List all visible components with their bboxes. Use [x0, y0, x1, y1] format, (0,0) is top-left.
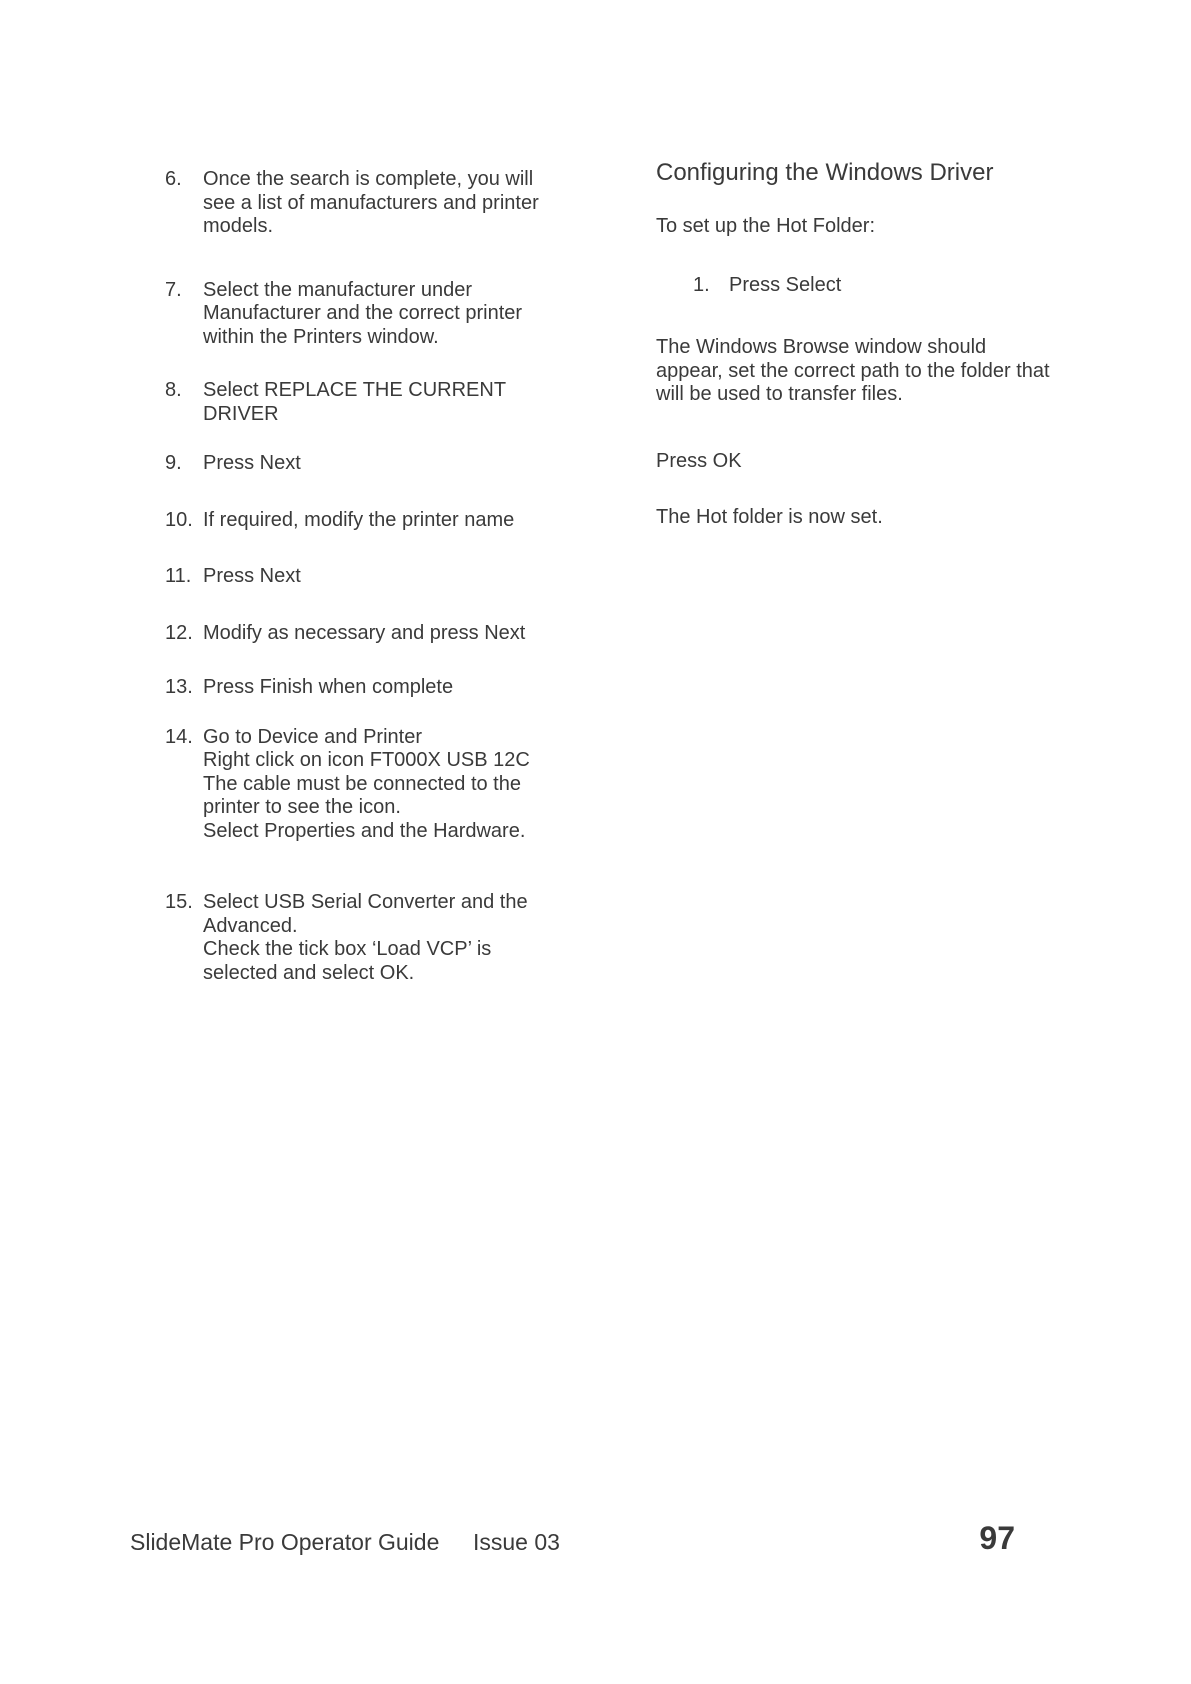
paragraph-line: will be used to transfer files. [656, 383, 903, 405]
step-14 [165, 726, 565, 844]
step-text-line: If required, modify the printer name [203, 508, 515, 531]
paragraph-line: appear, set the correct path to the folder that [656, 359, 1050, 382]
step-text-line: Go to Device and Printer [203, 725, 422, 748]
step-number: 13. [165, 676, 193, 698]
step-text-line: Right click on icon FT000X USB 12C [203, 749, 530, 771]
step-9 [165, 452, 565, 476]
step-text-line: Select REPLACE THE CURRENT [203, 379, 507, 401]
step-6 [165, 168, 565, 239]
step-8 [165, 379, 565, 426]
step-text-line: selected and select OK. [203, 961, 415, 984]
step-text-line: models. [203, 215, 274, 237]
step-text-line: Once the search is complete, you will [203, 168, 534, 190]
step-number: 6. [165, 168, 182, 190]
footer-title: SlideMate Pro Operator Guide [130, 1529, 440, 1555]
step-number: 14. [165, 725, 193, 748]
step-text-line: Manufacturer and the correct printer [203, 302, 523, 324]
right-column [656, 158, 1096, 530]
footer-issue: Issue 03 [473, 1529, 560, 1555]
step-text-line: Check the tick box ‘Load VCP’ is [203, 938, 492, 960]
step-10 [165, 509, 565, 533]
step-15 [165, 891, 565, 985]
press-ok-text: Press OK [656, 449, 742, 472]
step-text-line: Select the manufacturer under [203, 278, 473, 301]
left-column [165, 168, 565, 985]
step-text-line: Press Next [203, 565, 301, 587]
step-number: 8. [165, 379, 182, 401]
step-text-line: Modify as necessary and press Next [203, 621, 526, 644]
step-text-line: see a list of manufacturers and printer [203, 191, 539, 214]
step-number: 1. [693, 273, 710, 296]
page-number: 97 [979, 1520, 1015, 1556]
browse-window-paragraph [656, 336, 1096, 407]
step-number: 11. [165, 565, 192, 587]
step-11 [165, 565, 565, 589]
step-text-line: Press Finish when complete [203, 676, 454, 698]
step-text-line: printer to see the icon. [203, 796, 401, 818]
step-12 [165, 622, 565, 646]
step-text-line: Press Next [203, 452, 301, 474]
step-number: 9. [165, 452, 182, 474]
step-text-line: DRIVER [203, 402, 279, 425]
section-heading: Configuring the Windows Driver [656, 159, 994, 186]
right-step-1 [693, 274, 1096, 298]
hot-folder-intro: To set up the Hot Folder: [656, 215, 876, 237]
step-text-line: within the Printers window. [203, 325, 439, 348]
step-13 [165, 676, 565, 700]
step-text-line: The cable must be connected to the [203, 772, 521, 795]
step-text-line: Advanced. [203, 914, 298, 937]
step-number: 10. [165, 508, 193, 531]
paragraph-line: The Windows Browse window should [656, 336, 987, 358]
step-text-line: Press Select [729, 273, 842, 296]
step-7 [165, 279, 565, 350]
hot-folder-set-text: The Hot folder is now set. [656, 506, 883, 528]
step-text-line: Select USB Serial Converter and the [203, 891, 528, 913]
step-number: 15. [165, 891, 193, 913]
step-number: 7. [165, 278, 182, 301]
step-text-line: Select Properties and the Hardware. [203, 819, 526, 842]
step-number: 12. [165, 621, 193, 644]
